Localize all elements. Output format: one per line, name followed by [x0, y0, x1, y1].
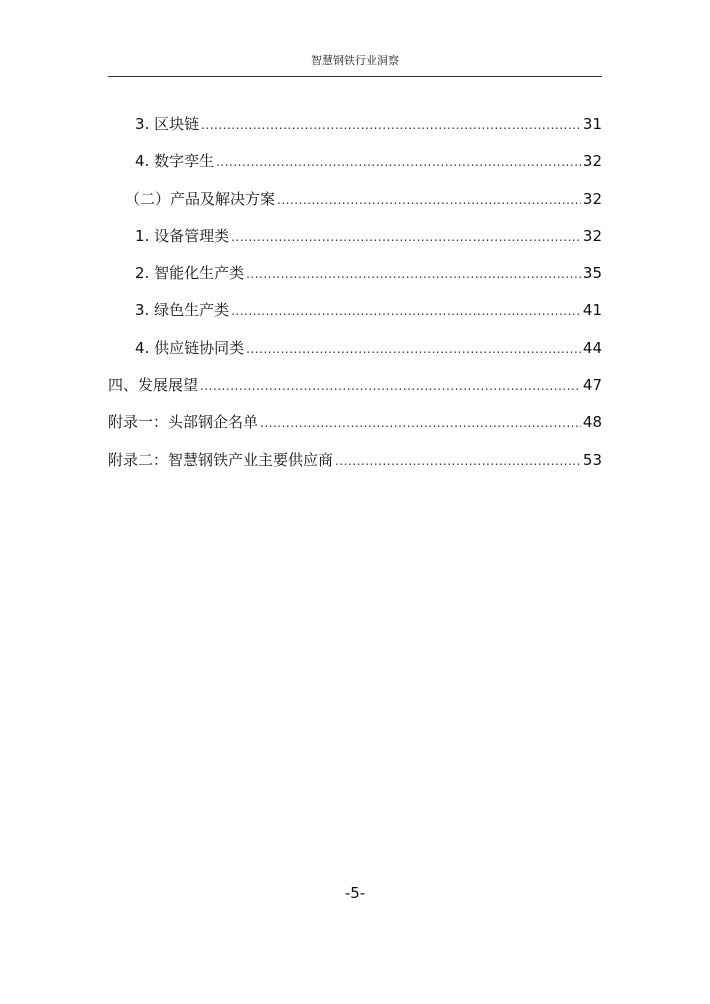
toc-entry-label: 附录一：头部钢企名单 [108, 413, 259, 432]
toc-page-number: 47 [582, 376, 602, 395]
toc-dot-leader [216, 150, 581, 174]
toc-entry-appendix-2[interactable] [108, 448, 602, 485]
toc-entry-equipment-management[interactable] [108, 224, 602, 261]
toc-entry-label: 附录二：智慧钢铁产业主要供应商 [108, 450, 334, 469]
toc-entry-label: 3. 绿色生产类 [135, 301, 230, 320]
toc-page-number: 32 [582, 189, 602, 208]
toc-page-number: 31 [582, 115, 602, 133]
toc-dot-leader [246, 262, 581, 286]
toc-entry-label: 四、发展展望 [108, 376, 199, 395]
toc-dot-leader [201, 113, 581, 137]
toc-entry-green-production[interactable] [108, 298, 602, 335]
toc-entry-digital-twin[interactable] [108, 149, 602, 186]
page-number: -5- [344, 884, 366, 902]
header-divider [108, 76, 602, 77]
toc-entry-label: 4. 供应链协同类 [135, 338, 245, 357]
table-of-contents [108, 112, 602, 485]
toc-entry-label: （二）产品及解决方案 [125, 189, 276, 208]
toc-entry-label: 4. 数字孪生 [135, 152, 215, 171]
toc-entry-products-solutions[interactable] [108, 187, 602, 224]
toc-entry-label: 1. 设备管理类 [135, 226, 230, 245]
toc-dot-leader [277, 188, 581, 212]
toc-dot-leader [231, 225, 581, 249]
toc-entry-supply-chain[interactable] [108, 336, 602, 373]
toc-dot-leader [200, 374, 581, 398]
toc-page-number: 35 [582, 264, 602, 283]
toc-entry-intelligent-production[interactable] [108, 261, 602, 298]
toc-page-number: 53 [582, 450, 602, 469]
toc-entry-label: 2. 智能化生产类 [135, 264, 245, 283]
toc-page-number: 48 [582, 413, 602, 432]
toc-entry-appendix-1[interactable] [108, 410, 602, 447]
toc-entry-blockchain[interactable] [108, 112, 602, 149]
toc-page-number: 44 [582, 338, 602, 357]
toc-dot-leader [260, 411, 581, 435]
toc-entry-label: 3. 区块链 [135, 115, 200, 133]
toc-page-number: 41 [582, 301, 602, 320]
toc-page-number: 32 [582, 226, 602, 245]
toc-dot-leader [246, 337, 581, 361]
running-header-title: 智慧钢铁行业洞察 [311, 54, 399, 67]
toc-dot-leader [231, 299, 581, 323]
toc-entry-development-outlook[interactable] [108, 373, 602, 410]
toc-dot-leader [335, 449, 581, 473]
toc-page-number: 32 [582, 152, 602, 171]
